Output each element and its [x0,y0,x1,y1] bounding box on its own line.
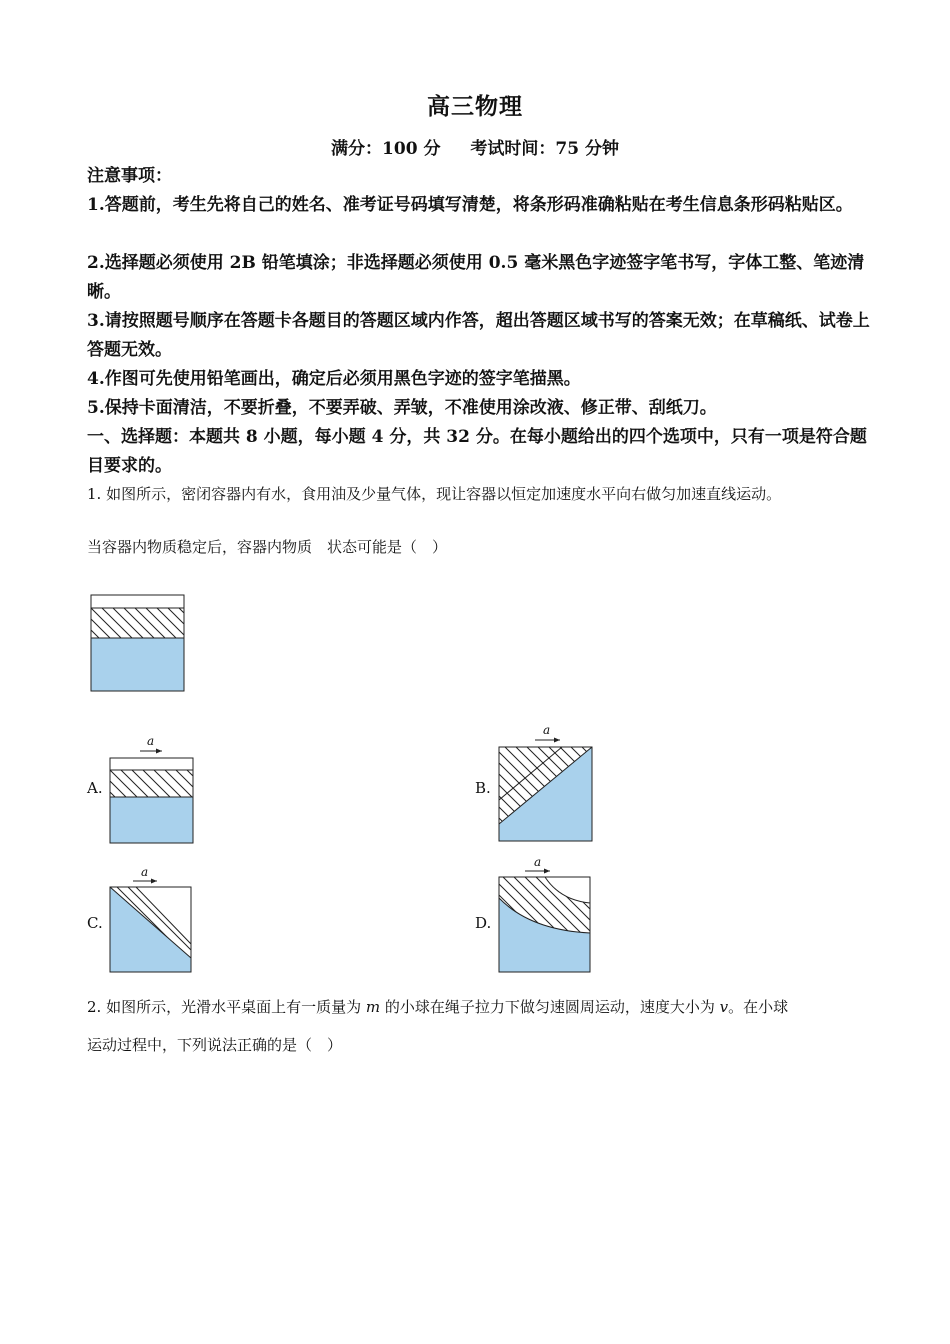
option-a-label[interactable]: A. [87,779,103,797]
question-2-line-2: 运动过程中，下列说法正确的是（ ） [87,1036,343,1054]
accel-label-b: a [543,723,551,737]
option-a-figure [110,749,193,844]
notes-heading: 注意事项： [87,166,172,186]
option-d-label[interactable]: D. [475,914,492,932]
section-1-heading: 一、选择题：本题共 8 小题，每小题 4 分，共 32 分。在每小题给出的四个选项中，只有一项是符合题目要求的。 [87,427,867,476]
exam-time: 考试时间：75 分钟 [470,139,619,159]
accel-label-d: a [534,855,542,869]
question-1-line-2: 当容器内物质稳定后，容器内物质 状态可能是（ ） [87,538,448,556]
question-1-line-1: 1. 如图所示，密闭容器内有水，食用油及少量气体，现让容器以恒定加速度水平向右做匀加速直线运动。 [87,485,782,503]
note-item-1: 1.答题前，考生先将自己的姓名、准考证号码填写清楚，将条形码准确粘贴在考生信息条形码粘贴区。 [87,195,853,215]
q2-text-pre: 2. 如图所示，光滑水平桌面上有一质量为 [87,998,366,1016]
full-score: 满分：100 分 [331,139,441,159]
q2-text-mid: 的小球在绳子拉力下做匀速圆周运动，速度大小为 [380,998,720,1016]
speed-symbol: v [719,998,729,1016]
q2-text-post: 。在小球 [728,998,789,1016]
option-c-figure [110,879,191,973]
container-at-rest [91,595,184,691]
question-2-line-1 [87,996,877,1019]
mass-symbol: m [365,998,381,1016]
option-b-label[interactable]: B. [475,779,491,797]
note-item-5: 5.保持卡面清洁，不要折叠，不要弄破、弄皱，不准使用涂改液、修正带、刮纸刀。 [87,398,717,418]
option-d-figure [499,869,590,973]
option-b-figure [499,738,592,842]
page-title: 高三物理 [427,93,523,120]
note-item-4: 4.作图可先使用铅笔画出，确定后必须用黑色字迹的签字笔描黑。 [87,369,581,389]
accel-label-a: a [147,734,155,748]
note-item-2: 2.选择题必须使用 2B 铅笔填涂；非选择题必须使用 0.5 毫米黑色字迹签字笔书写，字体工整、笔迹清晰。 [87,253,865,302]
accel-label-c: a [141,865,149,879]
note-item-3: 3.请按照题号顺序在答题卡各题目的答题区域内作答，超出答题区域书写的答案无效；在草稿纸、试卷上答题无效。 [87,311,870,360]
option-c-label[interactable]: C. [87,914,103,932]
